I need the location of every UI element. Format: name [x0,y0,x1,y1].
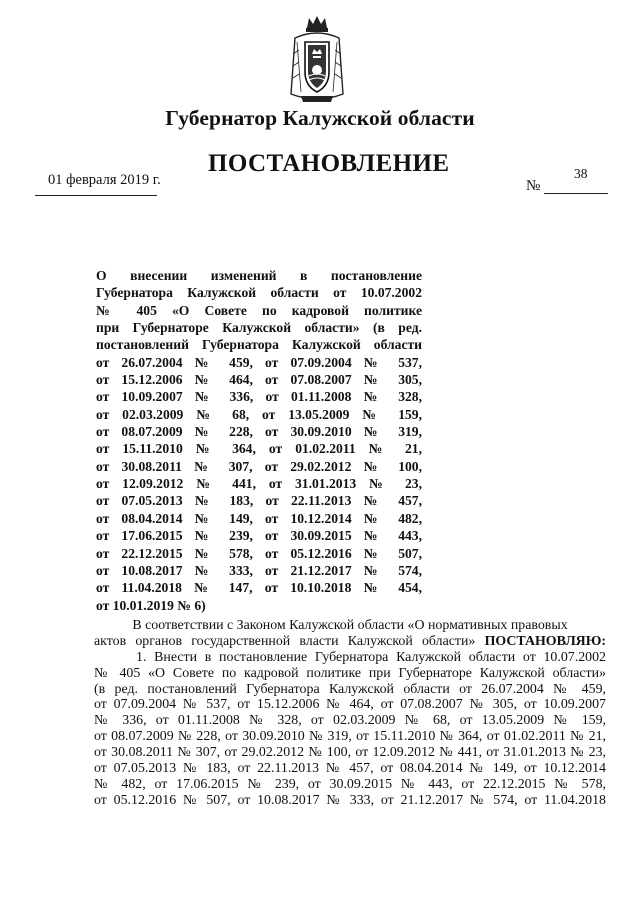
subject-line: от 10.08.2017 № 333, от 21.12.2017 № 574, [96,562,422,578]
subject-line: от 11.04.2018 № 147, от 10.10.2018 № 454, [96,580,422,596]
document-body [94,618,606,809]
authority-title: Губернатор Калужской области [165,106,475,130]
subject-line: от 02.03.2009 № 68, от 13.05.2009 № 159, [96,406,422,422]
body-line: от 05.12.2016 № 507, от 10.08.2017 № 333, от 21.12.2017 № 574, от 11.04.2018 [94,792,606,808]
document-date: 01 февраля 2019 г. [48,172,161,188]
subject-line: от 12.09.2012 № 441, от 31.01.2013 № 23, [96,476,422,492]
subject-line: от 15.11.2010 № 364, от 01.02.2011 № 21, [96,441,422,457]
decree-word: ПОСТАНОВЛЯЮ: [484,633,606,649]
subject-line: от 10.01.2019 № 6) [96,597,206,613]
subject-line: от 08.04.2014 № 149, от 10.12.2014 № 482, [96,510,422,526]
document-number: 38 [574,166,588,181]
subject-line: № 405 «О Совете по кадровой политике [96,302,422,318]
body-line: № 405 «О Совете по кадровой политике при Губернаторе Калужской области» [94,665,606,681]
body-line: от 07.05.2013 № 183, от 22.11.2013 № 457, от 08.04.2014 № 149, от 10.12.2014 [94,761,606,777]
body-line: от 07.09.2004 № 537, от 15.12.2006 № 464, от 07.08.2007 № 305, от 10.09.2007 [94,697,606,713]
body-line: (в ред. постановлений Губернатора Калужской области от 26.07.2004 № 459, [94,681,606,697]
subject-line: постановлений Губернатора Калужской области [96,337,422,353]
coat-of-arms-icon [287,14,347,108]
body-line: 1. Внести в постановление Губернатора Калужской области от 10.07.2002 [136,649,606,665]
document-subject [96,267,422,614]
body-line: от 30.08.2011 № 307, от 29.02.2012 № 100, от 12.09.2012 № 441, от 31.01.2013 № 23, [94,745,606,761]
preamble-line: В соответствии с Законом Калужской области «О нормативных правовых [132,618,568,633]
subject-line: от 07.05.2013 № 183, от 22.11.2013 № 457, [96,493,422,509]
subject-line: от 15.12.2006 № 464, от 07.08.2007 № 305, [96,372,422,388]
subject-line: от 10.09.2007 № 336, от 01.11.2008 № 328, [96,389,422,405]
document-type: ПОСТАНОВЛЕНИЕ [208,150,450,177]
subject-line: от 08.07.2009 № 228, от 30.09.2010 № 319, [96,424,422,440]
subject-line: от 17.06.2015 № 239, от 30.09.2015 № 443, [96,528,422,544]
body-line: № 482, от 17.06.2015 № 239, от 30.09.2015 № 443, от 22.12.2015 № 578, [94,776,606,792]
date-underline [35,195,157,196]
subject-line: О внесении изменений в постановление [96,268,422,283]
subject-line: от 26.07.2004 № 459, от 07.09.2004 № 537, [96,354,422,370]
subject-line: от 22.12.2015 № 578, от 05.12.2016 № 507, [96,545,422,561]
number-underline [544,193,608,194]
body-line: № 336, от 01.11.2008 № 328, от 02.03.2009 № 68, от 13.05.2009 № 159, [94,713,606,729]
number-sign: № [526,178,541,194]
subject-line: от 30.08.2011 № 307, от 29.02.2012 № 100, [96,458,422,474]
preamble-line-2 [94,634,606,650]
body-line: от 08.07.2009 № 228, от 30.09.2010 № 319, от 15.11.2010 № 364, от 01.02.2011 № 21, [94,729,606,745]
subject-line: Губернатора Калужской области от 10.07.2002 [96,285,422,301]
subject-line: при Губернаторе Калужской области» (в ред. [96,320,422,336]
preamble-text: актов органов государственной власти Калужской области» [94,633,476,649]
